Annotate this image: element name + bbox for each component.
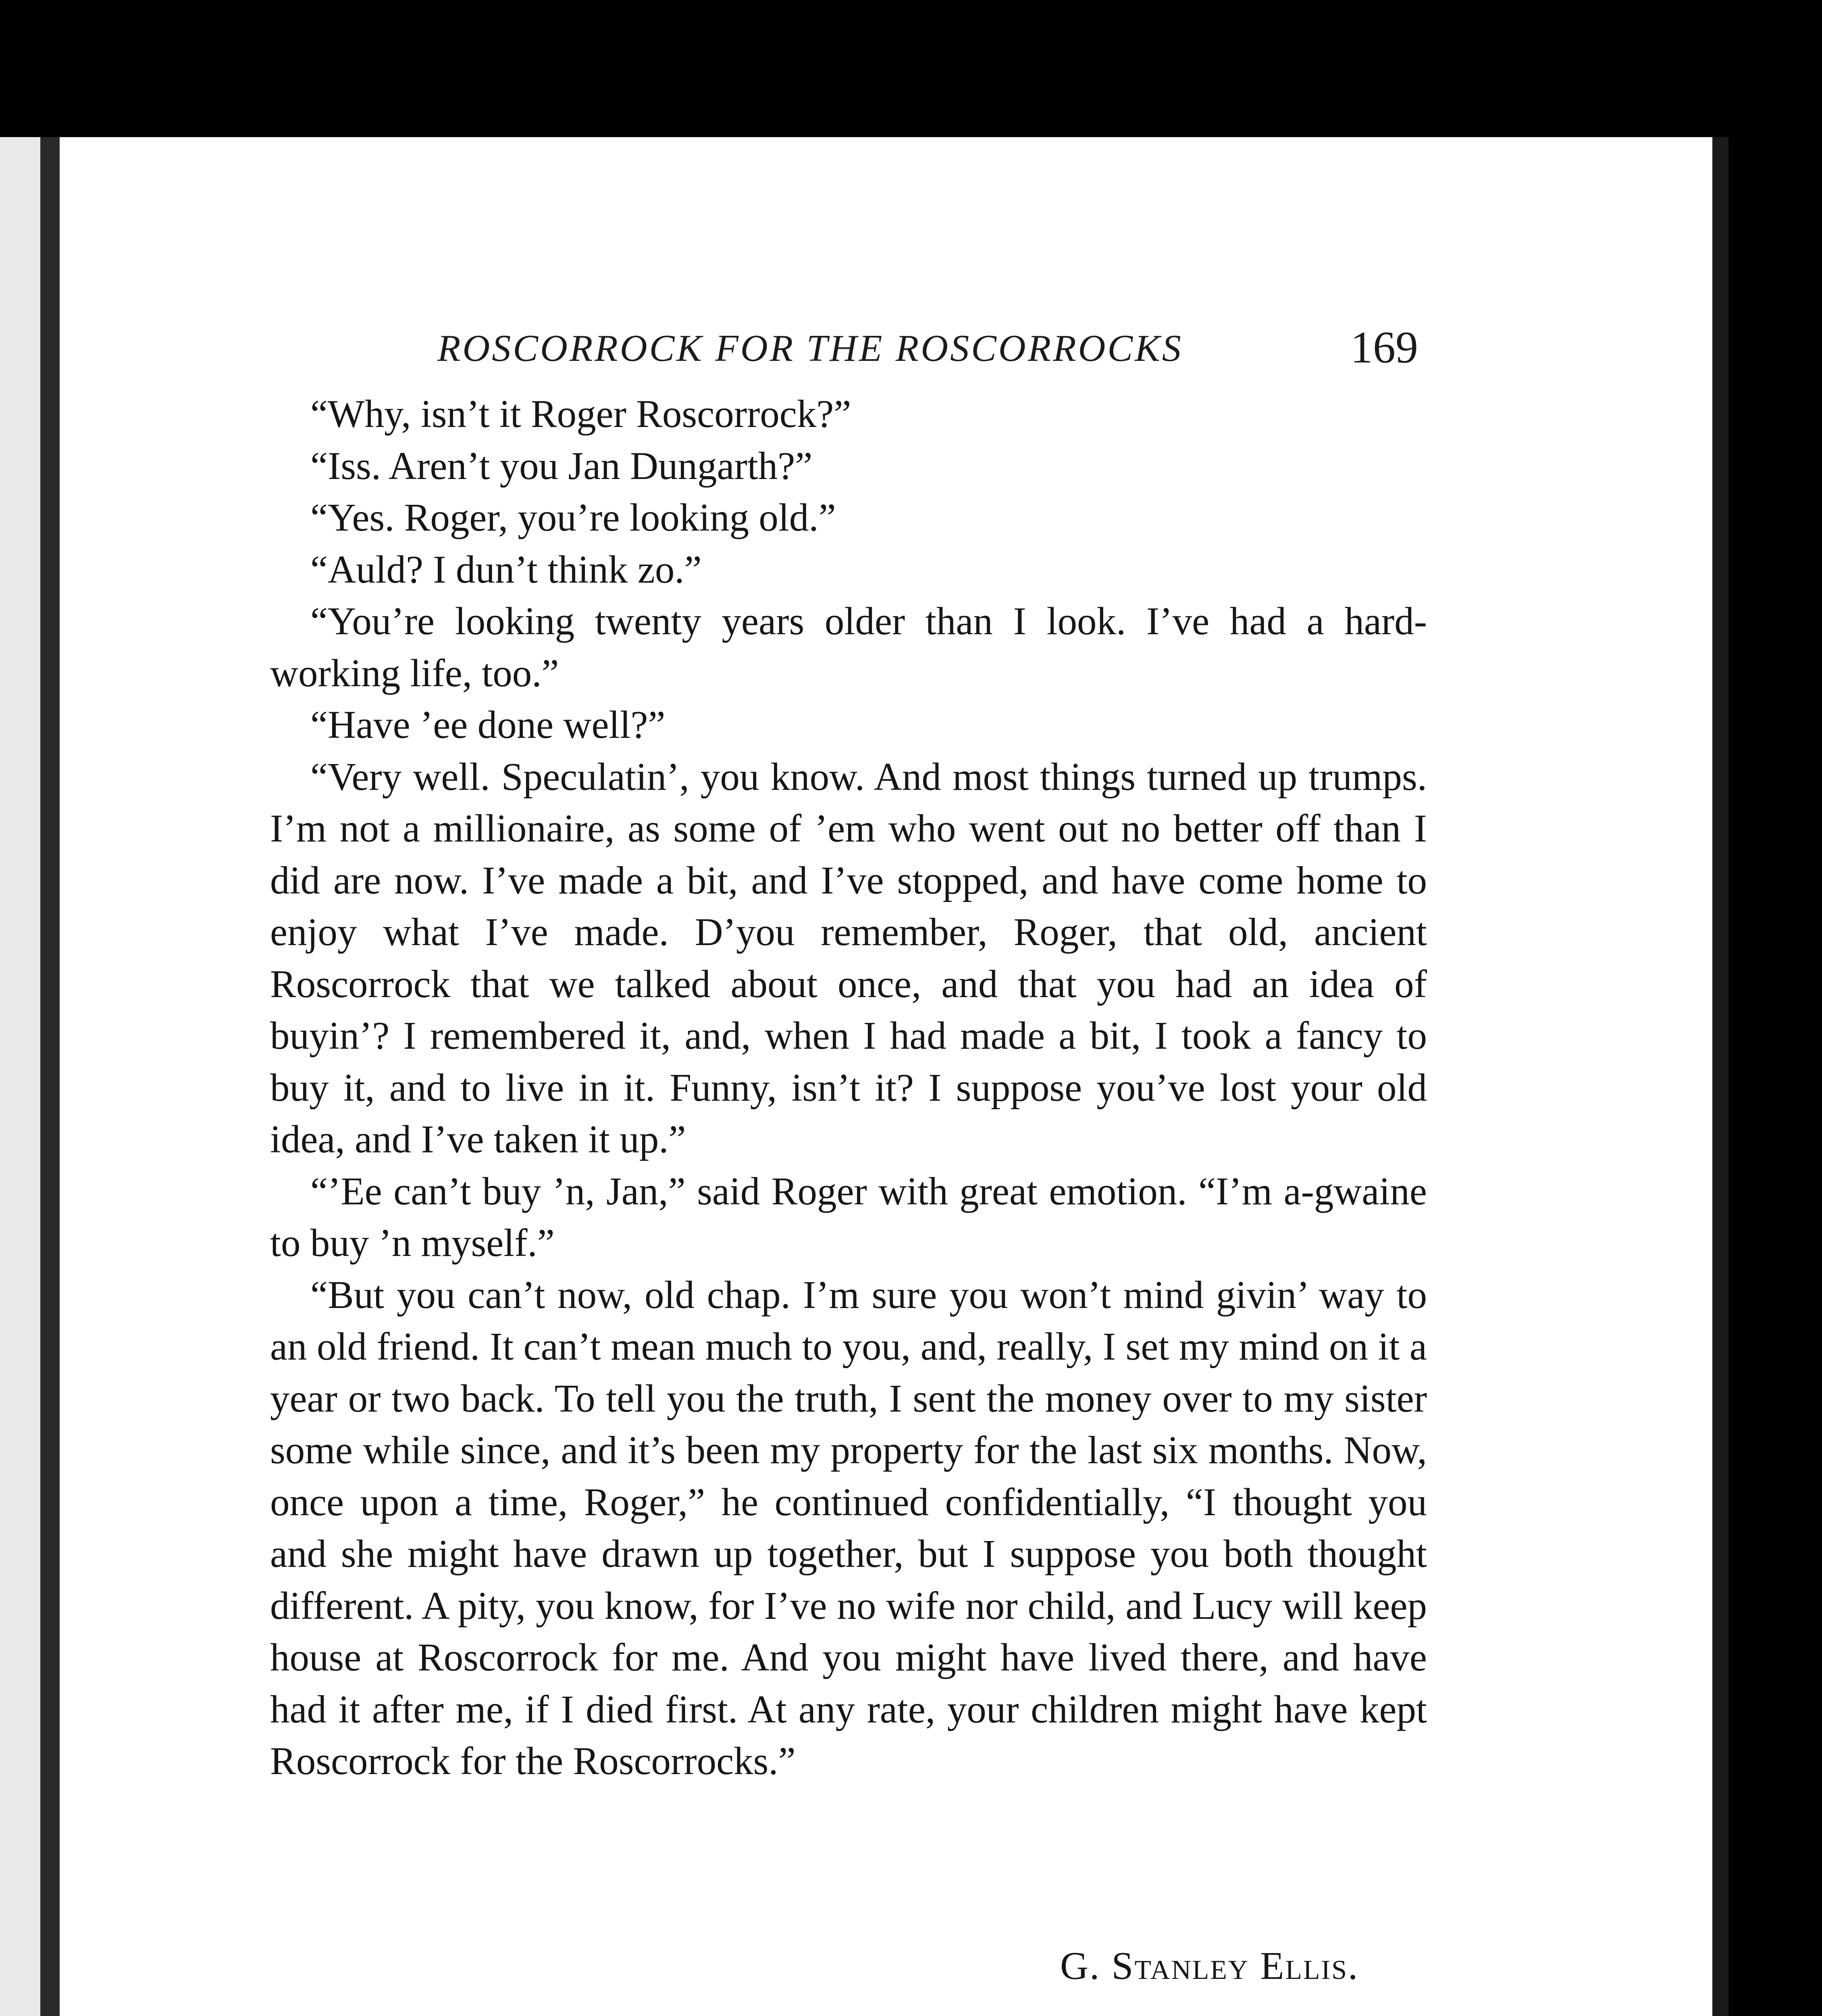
paragraph: “Auld? I dun’t think zo.” [310, 548, 702, 591]
paragraph: “Have ’ee done well?” [310, 703, 666, 746]
paragraph: “Iss. Aren’t you Jan Dungarth?” [310, 444, 813, 487]
paragraph: “Very well. Speculatin’, you know. And most things turned up trumps. I’m not a millionaire, as some of ’em who went out no better off than I did are now. I’ve made a bit, and I’ve stopped, and have come home to enjoy what I’ve made. D’you remember, Roger, that old, ancient Roscorrock that we talked about once, and that you had an idea of buyin’? I remembered it, and, when I had made a bit, I took a fancy to buy it, and to live in it. Funny, isn’t it? I suppose you’ve lost your old idea, and I’ve taken it up.” [270, 755, 1427, 1161]
paragraph: “Why, isn’t it Roger Roscorrock?” [310, 392, 851, 435]
page-number: 169 [1350, 323, 1418, 373]
paragraph: “Yes. Roger, you’re looking old.” [310, 496, 836, 539]
paragraph: “’Ee can’t buy ’n, Jan,” said Roger with great emotion. “I’m a-gwaine to buy ’n myself.” [270, 1169, 1427, 1264]
page-edge-shadow [1712, 137, 1728, 2016]
paragraph: “But you can’t now, old chap. I’m sure you won’t mind givin’ way to an old friend. It can’t mean much to you, and, really, I set my mind on it a year or two back. To tell you the truth, I sent the money over to my sister some while since, and it’s been my property for the last six months. Now, once upon a time, Roger,” he continued confidentially, “I thought you and she might have drawn up together, but I suppose you both thought different. A pity, you know, for I’ve no wife nor child, and Lucy will keep house at Roscorrock for me. And you might have lived there, and have had it after me, if I died first. At any rate, your children might have kept Roscorrock for the Roscorrocks.” [270, 1273, 1427, 1783]
body-text [270, 388, 1427, 1787]
book-gutter [40, 137, 60, 2016]
facing-page-edge [0, 137, 40, 2016]
running-head: ROSCORROCK FOR THE ROSCORROCKS [437, 327, 1183, 369]
paragraph: “You’re looking twenty years older than I look. I’ve had a hard-working life, too.” [270, 600, 1427, 695]
author-signature: G. Stanley Ellis. [1060, 1944, 1359, 1987]
